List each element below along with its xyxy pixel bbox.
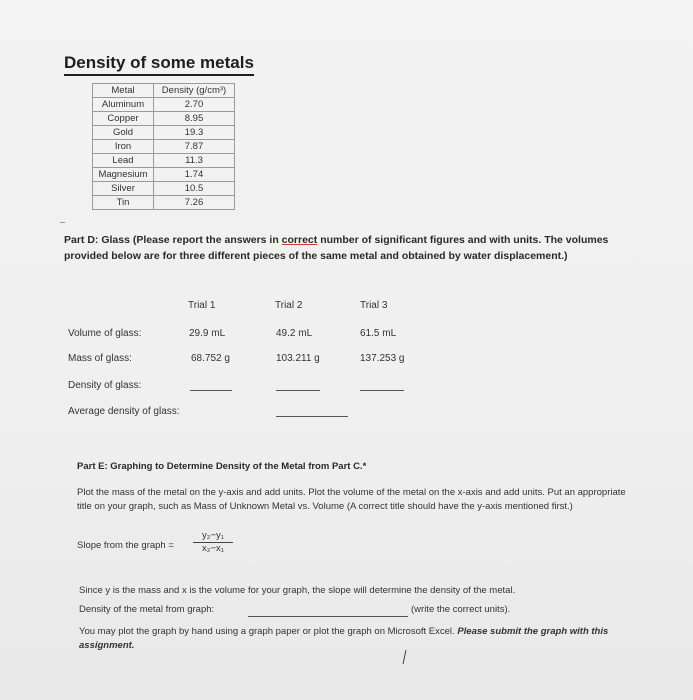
density-trial-1-blank[interactable] bbox=[190, 390, 232, 391]
table-row bbox=[93, 154, 235, 168]
margin-mark bbox=[60, 222, 65, 223]
metal-density: 7.26 bbox=[154, 196, 235, 210]
average-density-blank[interactable] bbox=[276, 416, 348, 417]
part-d-text-1: Part D: Glass (Please report the answers in bbox=[64, 234, 282, 246]
volume-label: Volume of glass: bbox=[68, 328, 142, 339]
average-density-label: Average density of glass: bbox=[68, 406, 180, 417]
table-row bbox=[93, 126, 235, 140]
metal-name: Gold bbox=[93, 126, 154, 140]
write-units-note: (write the correct units). bbox=[411, 604, 511, 615]
slope-numerator: y₂−y₁ bbox=[193, 530, 233, 543]
plot-method-note bbox=[79, 625, 639, 653]
page-title: Density of some metals bbox=[64, 53, 254, 76]
volume-trial-1: 29.9 mL bbox=[189, 328, 226, 339]
metal-name: Aluminum bbox=[93, 98, 154, 112]
metal-density: 11.3 bbox=[154, 154, 235, 168]
part-e-plot-instructions: Plot the mass of the metal on the y-axis and add units. Plot the volume of the metal on the x-axis and add units. Put an appropriate title on your graph, such as Mass of Unknown Metal vs. Volume (A correct title should have the y-axis mentioned first.) bbox=[77, 487, 626, 512]
part-d-underlined: correct bbox=[281, 234, 318, 246]
part-e-heading: Part E: Graphing to Determine Density of the Metal from Part C.* bbox=[77, 461, 367, 472]
metal-density: 19.3 bbox=[154, 126, 235, 140]
density-table bbox=[92, 83, 235, 210]
mass-trial-3: 137.253 g bbox=[360, 353, 405, 364]
table-row bbox=[93, 98, 235, 112]
density-table-header-density: Density (g/cm³) bbox=[154, 84, 235, 98]
slope-label: Slope from the graph = bbox=[77, 540, 174, 551]
slope-formula bbox=[193, 530, 233, 554]
metal-name: Tin bbox=[93, 196, 154, 210]
mass-trial-2: 103.211 g bbox=[276, 353, 320, 364]
metal-name: Silver bbox=[93, 182, 154, 196]
mass-trial-1: 68.752 g bbox=[191, 353, 230, 364]
density-trial-3-blank[interactable] bbox=[360, 390, 404, 391]
volume-trial-3: 61.5 mL bbox=[360, 328, 397, 339]
table-row bbox=[93, 140, 235, 154]
slope-denominator: x₂−x₁ bbox=[202, 543, 224, 554]
part-d-text-2: number of significant figures and with units. The volumes provided below are for three different pieces of the same metal and obtained by water displacement.) bbox=[64, 234, 609, 262]
density-from-graph-label: Density of the metal from graph: bbox=[79, 604, 215, 615]
metal-density: 2.70 bbox=[154, 98, 235, 112]
density-table-header-metal: Metal bbox=[93, 84, 154, 98]
density-trial-2-blank[interactable] bbox=[276, 390, 320, 391]
metal-name: Copper bbox=[93, 112, 154, 126]
trial-2-header: Trial 2 bbox=[275, 300, 303, 311]
trial-3-header: Trial 3 bbox=[360, 300, 388, 311]
metal-density: 1.74 bbox=[154, 168, 235, 182]
may-plot-text: You may plot the graph by hand using a graph paper or plot the graph on Microsoft Excel. bbox=[79, 626, 455, 637]
metal-name: Lead bbox=[93, 154, 154, 168]
submit-text: Please submit the graph with this assignment. bbox=[79, 626, 609, 651]
density-from-graph-blank[interactable] bbox=[248, 616, 408, 617]
volume-trial-2: 49.2 mL bbox=[276, 328, 313, 339]
table-row bbox=[93, 168, 235, 182]
table-row bbox=[93, 196, 235, 210]
metal-density: 7.87 bbox=[154, 140, 235, 154]
metal-density: 10.5 bbox=[154, 182, 235, 196]
table-row bbox=[93, 182, 235, 196]
metal-name: Magnesium bbox=[93, 168, 154, 182]
mass-label: Mass of glass: bbox=[68, 353, 132, 364]
trial-1-header: Trial 1 bbox=[188, 300, 216, 311]
since-text: Since y is the mass and x is the volume for your graph, the slope will determine the density of the metal. bbox=[79, 585, 516, 596]
metal-name: Iron bbox=[93, 140, 154, 154]
metal-density: 8.95 bbox=[154, 112, 235, 126]
density-label: Density of glass: bbox=[68, 380, 142, 391]
table-row bbox=[93, 112, 235, 126]
part-d-instructions bbox=[64, 232, 624, 264]
